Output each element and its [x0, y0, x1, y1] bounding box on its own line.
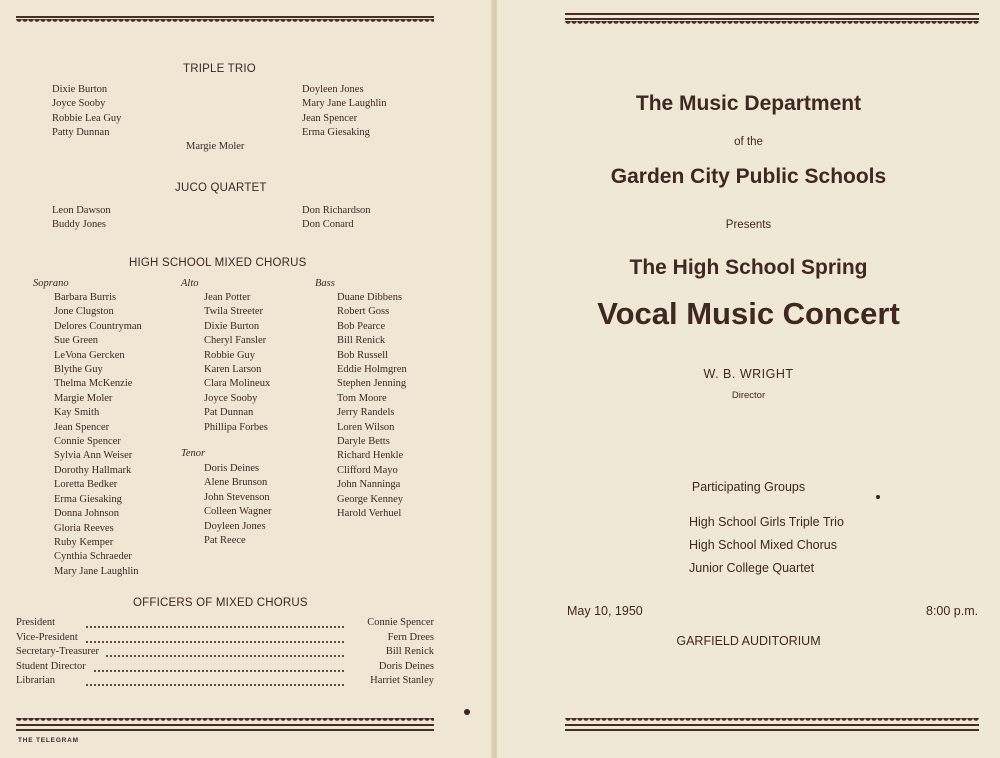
- leader-dots: [86, 641, 344, 643]
- alto-member: Pat Dunnan: [204, 407, 254, 419]
- quartet-member: Don Richardson: [302, 205, 371, 216]
- officer-name: Doris Deines: [373, 661, 434, 672]
- triple-trio-member: Jean Spencer: [302, 112, 358, 124]
- triple-trio-extra: Margie Moler: [186, 141, 245, 152]
- alto-member: Joyce Sooby: [204, 392, 258, 404]
- cover-title: Vocal Music Concert: [597, 296, 900, 331]
- leader-dots: [86, 670, 344, 672]
- alto-label: Alto: [181, 278, 199, 289]
- tenor-member: Doyleen Jones: [204, 520, 266, 532]
- cover-line-music-department: The Music Department: [635, 92, 862, 115]
- participating-group: Junior College Quartet: [689, 561, 815, 575]
- soprano-member: Delores Countryman: [54, 320, 142, 332]
- bass-member: Bob Russell: [337, 349, 389, 361]
- cover-line-spring: The High School Spring: [629, 256, 868, 279]
- inside-left-page: [0, 0, 493, 758]
- officer-title: President: [16, 617, 61, 628]
- quartet-member: Don Conard: [302, 219, 354, 231]
- staple-hole: [876, 495, 880, 499]
- officer-row: [16, 675, 434, 689]
- tenor-label: Tenor: [181, 448, 206, 459]
- cover-line-presents: Presents: [725, 219, 772, 231]
- bottom-border-ornament-cover: [565, 718, 979, 732]
- bass-member: Harold Verhuel: [337, 508, 402, 520]
- groups-list: [689, 511, 844, 580]
- top-border-ornament: [16, 16, 434, 30]
- leader-dots: [86, 655, 344, 657]
- officer-name: Fern Drees: [382, 632, 434, 643]
- soprano-member: Kay Smith: [54, 407, 100, 419]
- alto-member: Dixie Burton: [204, 320, 260, 332]
- soprano-member: Ruby Kemper: [54, 536, 114, 548]
- alto-list: [204, 291, 270, 435]
- alto-member: Phillipa Forbes: [204, 421, 268, 433]
- triple-trio-col2: [302, 83, 387, 141]
- soprano-member: Loretta Bedker: [54, 479, 118, 491]
- soprano-list: [54, 291, 142, 579]
- juco-col2: [302, 204, 371, 233]
- bass-member: Eddie Holmgren: [337, 364, 407, 376]
- tenor-member: Colleen Wagner: [204, 506, 272, 518]
- soprano-member: Sue Green: [54, 335, 99, 347]
- participating-group: High School Mixed Chorus: [689, 538, 837, 552]
- triple-trio-member: Doyleen Jones: [302, 84, 364, 95]
- bass-member: Bill Renick: [337, 335, 386, 347]
- alto-member: Clara Molineux: [204, 378, 271, 390]
- soprano-member: Blythe Guy: [54, 364, 103, 376]
- bass-member: Loren Wilson: [337, 421, 395, 433]
- soprano-member: Donna Johnson: [54, 508, 120, 520]
- concert-time: 8:00 p.m.: [926, 604, 979, 618]
- soprano-member: Jean Spencer: [54, 421, 110, 433]
- alto-member: Karen Larson: [204, 364, 262, 376]
- soprano-label: Soprano: [33, 278, 69, 289]
- bass-member: Bob Pearce: [337, 320, 386, 332]
- soprano-member: Mary Jane Laughlin: [54, 565, 139, 577]
- director-name: W. B. WRIGHT: [703, 367, 794, 381]
- quartet-member: Leon Dawson: [52, 205, 111, 216]
- bass-member: Duane Dibbens: [337, 292, 403, 303]
- top-border-ornament-cover: [565, 13, 979, 27]
- mixed-chorus-heading: HIGH SCHOOL MIXED CHORUS: [129, 257, 307, 269]
- soprano-member: Erma Giesaking: [54, 493, 122, 505]
- soprano-member: Gloria Reeves: [54, 522, 114, 534]
- officers-heading: OFFICERS OF MIXED CHORUS: [133, 597, 308, 609]
- alto-member: Cheryl Fansler: [204, 335, 267, 347]
- participating-group: High School Girls Triple Trio: [689, 515, 844, 529]
- soprano-member: Connie Spencer: [54, 436, 121, 448]
- triple-trio-member: Dixie Burton: [52, 84, 108, 95]
- quartet-member: Buddy Jones: [52, 219, 106, 231]
- triple-trio-col1: [52, 83, 121, 141]
- officer-name: Harriet Stanley: [364, 675, 434, 686]
- bass-member: Stephen Jenning: [337, 378, 407, 390]
- officer-name: Connie Spencer: [361, 617, 434, 628]
- soprano-member: LeVona Gercken: [54, 349, 125, 361]
- officer-title: Student Director: [16, 661, 92, 672]
- alto-member: Jean Potter: [204, 292, 251, 303]
- officer-row: [16, 632, 434, 646]
- bass-member: Richard Henkle: [337, 450, 404, 462]
- bass-label: Bass: [315, 278, 335, 289]
- officer-row: [16, 661, 434, 675]
- staple-hole: [464, 709, 470, 715]
- juco-quartet-heading: JUCO QUARTET: [175, 182, 267, 194]
- officer-row: [16, 646, 434, 660]
- concert-date: May 10, 1950: [567, 604, 643, 618]
- bottom-border-ornament: [16, 718, 434, 732]
- triple-trio-member: Erma Giesaking: [302, 127, 370, 139]
- tenor-list: [204, 462, 271, 548]
- triple-trio-heading: TRIPLE TRIO: [183, 63, 256, 75]
- triple-trio-member: Joyce Sooby: [52, 98, 106, 110]
- alto-member: Robbie Guy: [204, 349, 256, 361]
- soprano-member: Thelma McKenzie: [54, 378, 133, 390]
- tenor-member: Doris Deines: [204, 463, 260, 474]
- triple-trio-member: Robbie Lea Guy: [52, 112, 122, 124]
- tenor-member: Alene Brunson: [204, 477, 268, 489]
- soprano-member: Cynthia Schraeder: [54, 551, 132, 563]
- bass-list: [337, 291, 407, 522]
- bass-member: Daryle Betts: [337, 436, 390, 448]
- director-title: Director: [731, 390, 766, 401]
- printer-credit: THE TELEGRAM: [18, 737, 79, 744]
- leader-dots: [86, 684, 344, 686]
- officer-row: [16, 617, 434, 631]
- soprano-member: Margie Moler: [54, 392, 113, 404]
- leader-dots: [86, 626, 344, 628]
- bass-member: George Kenney: [337, 493, 403, 505]
- cover-line-school-district: Garden City Public Schools: [610, 165, 887, 188]
- bass-member: John Nanninga: [337, 479, 401, 491]
- concert-venue: GARFIELD AUDITORIUM: [676, 634, 821, 648]
- bass-member: Robert Goss: [337, 306, 390, 318]
- officer-title: Secretary-Treasurer: [16, 646, 105, 657]
- groups-heading: Participating Groups: [691, 480, 806, 494]
- cover-page: [497, 0, 1000, 758]
- triple-trio-member: Patty Dunnan: [52, 127, 110, 139]
- officer-name: Bill Renick: [380, 646, 434, 657]
- tenor-member: John Stevenson: [204, 491, 270, 503]
- soprano-member: Jone Clugston: [54, 306, 114, 318]
- juco-col1: [52, 204, 111, 233]
- cover-line-of-the: of the: [734, 136, 763, 148]
- soprano-member: Dorothy Hallmark: [54, 464, 132, 476]
- officer-title: Vice-President: [16, 632, 84, 643]
- bass-member: Jerry Randels: [337, 407, 395, 419]
- alto-member: Twila Streeter: [204, 306, 264, 318]
- triple-trio-member: Mary Jane Laughlin: [302, 98, 387, 110]
- tenor-member: Pat Reece: [204, 535, 246, 547]
- bass-member: Tom Moore: [337, 392, 387, 404]
- soprano-member: Barbara Burris: [54, 292, 117, 303]
- bass-member: Clifford Mayo: [337, 464, 398, 476]
- officer-title: Librarian: [16, 675, 61, 686]
- soprano-member: Sylvia Ann Weiser: [54, 450, 133, 462]
